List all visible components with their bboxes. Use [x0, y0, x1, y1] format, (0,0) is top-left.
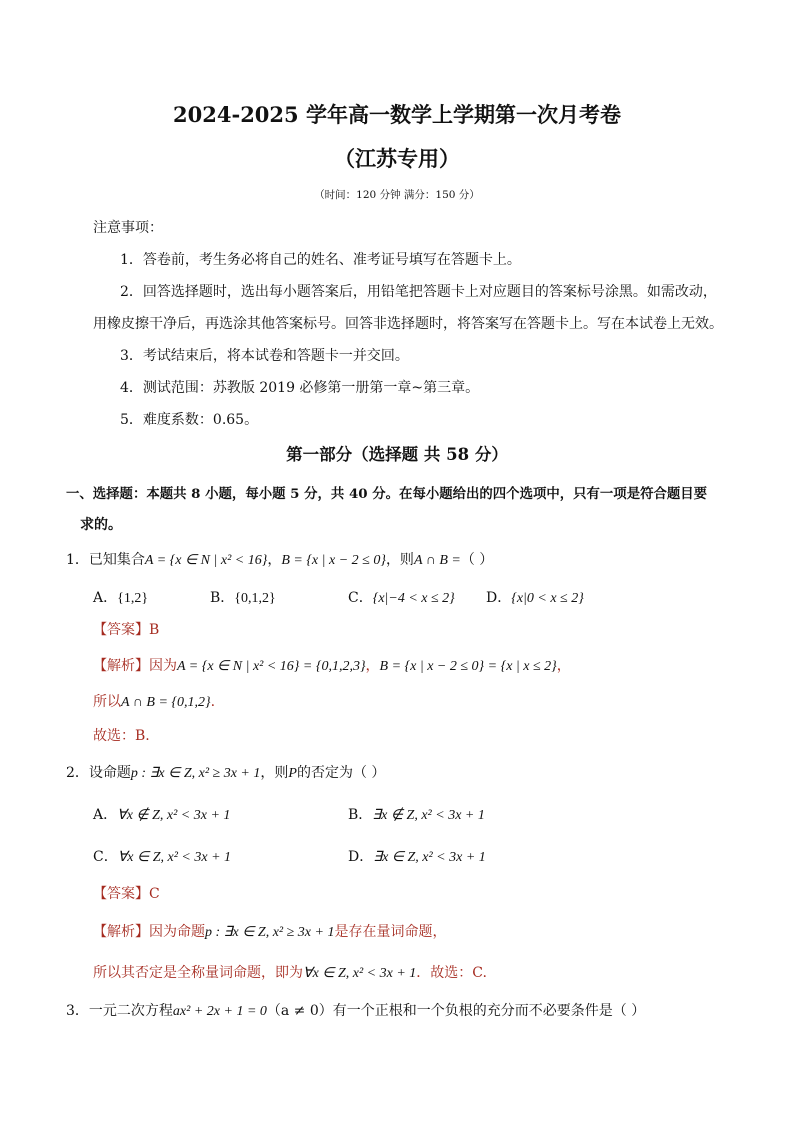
q1-option-c	[348, 588, 455, 609]
analysis-text: 因为	[149, 658, 177, 674]
exam-title: 2024-2025 学年高一数学上学期第一次月考卷	[173, 102, 621, 127]
option-label: C．	[93, 849, 118, 865]
q3-stem	[66, 1001, 645, 1022]
analysis-end: .	[210, 694, 216, 710]
option-text: ∀x ∈ Z, x² < 3x + 1	[117, 850, 232, 865]
q1-stem-end: （ ）	[460, 552, 494, 568]
answer-value: C	[149, 886, 160, 902]
q2-answer	[93, 884, 160, 904]
q2-stem-end: 的否定为（ ）	[296, 765, 386, 781]
q2-option-d	[348, 847, 486, 868]
q1-sep: ，	[267, 552, 282, 568]
instruction-line-1: 一、选择题：本题共 8 小题，每小题 5 分，共 40 分。在每小题给出的四个选项中，只有一项是符合题目要	[66, 486, 708, 502]
q1-option-a	[93, 588, 148, 609]
analysis-text-2: 是存在量词命题，	[334, 924, 447, 940]
q2-stem-then: ，则	[260, 765, 289, 781]
analysis-tag: 【解析】	[93, 658, 149, 674]
answer-value: B	[149, 622, 160, 638]
analysis-expr: ∀x ∈ Z, x² < 3x + 1	[303, 966, 417, 981]
q1-set-a: A = {x ∈ N | x² < 16}	[144, 553, 268, 568]
analysis-expr: A ∩ B = {0,1,2}	[121, 695, 211, 710]
q2-proposition: p : ∃x ∈ Z, x² ≥ 3x + 1	[130, 766, 261, 781]
q1-stem-text: 1．已知集合	[66, 552, 145, 568]
q2-option-c	[93, 847, 231, 868]
notice-heading: 注意事项：	[93, 220, 163, 236]
q3-condition: （a ≠ 0）	[266, 1003, 333, 1019]
q2-option-b	[348, 805, 485, 826]
answer-tag: 【答案】	[93, 886, 149, 902]
option-text: {1,2}	[117, 591, 149, 606]
answer-tag: 【答案】	[93, 622, 149, 638]
option-label: D．	[348, 849, 374, 865]
option-text: ∃x ∉ Z, x² < 3x + 1	[372, 808, 485, 823]
q1-stem-then: ，则	[385, 552, 414, 568]
q1-conclusion: 故选：B.	[93, 728, 150, 744]
analysis-end: ，	[556, 658, 571, 674]
exam-subtitle: （江苏专用）	[334, 146, 460, 171]
notice-item-4: 4．测试范围：苏教版 2019 必修第一册第一章~第三章。	[120, 380, 480, 396]
option-label: D．	[486, 590, 512, 606]
q1-option-b	[210, 588, 276, 609]
q2-option-a	[93, 805, 230, 826]
analysis-set-a: A = {x ∈ N | x² < 16} = {0,1,2,3}	[177, 659, 366, 674]
instruction-line-2: 求的。	[80, 517, 122, 533]
q1-analysis-line-2	[93, 692, 215, 713]
exam-meta: （时间：120 分钟 满分：150 分）	[314, 189, 480, 201]
option-label: C．	[348, 590, 373, 606]
analysis-text: 因为命题	[149, 924, 205, 940]
q2-analysis-line-2	[93, 963, 487, 984]
q3-stem-end: 有一个正根和一个负根的充分而不必要条件是（ ）	[332, 1003, 646, 1019]
notice-item-3: 3．考试结束后，将本试卷和答题卡一并交回。	[120, 348, 409, 364]
notice-item-1: 1．答卷前，考生务必将自己的姓名、准考证号填写在答题卡上。	[120, 252, 521, 268]
q3-stem-text: 3．一元二次方程	[66, 1003, 173, 1019]
q1-analysis	[93, 656, 571, 677]
analysis-set-b: B = {x | x − 2 ≤ 0} = {x | x ≤ 2}	[379, 659, 557, 674]
q1-stem	[66, 550, 493, 571]
analysis-end: ．故选：C.	[416, 965, 487, 981]
q1-set-b: B = {x | x − 2 ≤ 0}	[281, 553, 386, 568]
q1-option-d	[486, 588, 584, 609]
section-title: 第一部分（选择题 共 58 分）	[286, 445, 508, 464]
q2-analysis	[93, 922, 446, 943]
analysis-text: 所以	[93, 694, 121, 710]
notice-item-5: 5．难度系数：0.65。	[120, 412, 259, 428]
option-label: B．	[348, 807, 373, 823]
q1-answer	[93, 620, 159, 640]
option-label: B．	[210, 590, 235, 606]
q1-operation: A ∩ B =	[413, 553, 461, 568]
option-label: A．	[93, 807, 118, 823]
notice-item-2: 2．回答选择题时，选出每小题答案后，用铅笔把答题卡上对应题目的答案标号涂黑。如需改动，	[120, 284, 717, 300]
option-text: {x|−4 < x ≤ 2}	[372, 591, 455, 606]
analysis-tag: 【解析】	[93, 924, 149, 940]
q2-stem	[66, 763, 385, 784]
option-text: {0,1,2}	[234, 591, 276, 606]
q2-stem-text: 2．设命题	[66, 765, 131, 781]
notice-item-2-cont: 用橡皮擦干净后，再选涂其他答案标号。回答非选择题时，将答案写在答题卡上。写在本试卷上无效。	[93, 316, 723, 332]
analysis-expr: p : ∃x ∈ Z, x² ≥ 3x + 1	[205, 925, 335, 940]
option-text: ∀x ∉ Z, x² < 3x + 1	[117, 808, 231, 823]
option-text: ∃x ∈ Z, x² < 3x + 1	[373, 850, 486, 865]
analysis-text: 所以其否定是全称量词命题，即为	[93, 965, 303, 981]
q3-equation: ax² + 2x + 1 = 0	[172, 1004, 267, 1019]
q2-proposition-name: P	[288, 766, 297, 781]
option-label: A．	[93, 590, 118, 606]
analysis-sep: ，	[365, 658, 380, 674]
option-text: {x|0 < x ≤ 2}	[511, 591, 584, 606]
